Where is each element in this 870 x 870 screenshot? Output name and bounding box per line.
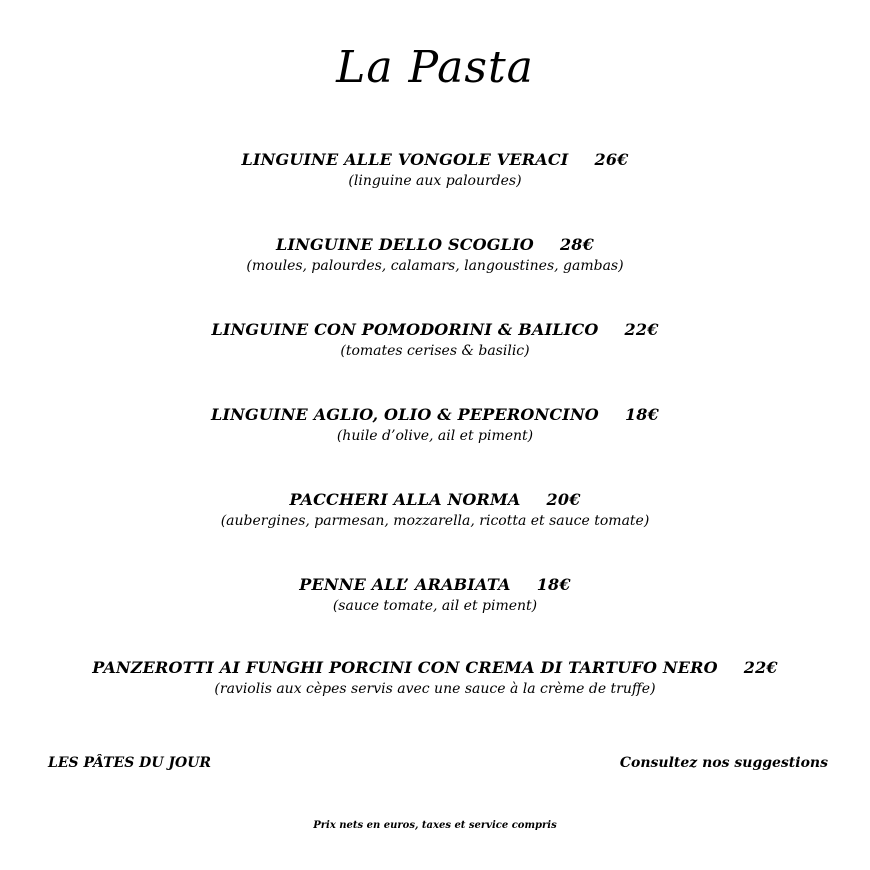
dish-name: LINGUINE DELLO SCOGLIO: [276, 235, 534, 254]
dish-price: 20€: [546, 490, 581, 509]
menu-item: [0, 320, 870, 359]
menu-item: [0, 490, 870, 529]
dish-name: LINGUINE ALLE VONGOLE VERACI: [241, 150, 569, 169]
dish-price: 18€: [624, 405, 659, 424]
dish-name: PANZEROTTI AI FUNGHI PORCINI CON CREMA DI TARTUFO NERO: [92, 658, 718, 677]
daily-pasta-label: LES PÂTES DU JOUR: [48, 755, 212, 771]
menu-item: [0, 405, 870, 444]
dish-description: (aubergines, parmesan, mozzarella, ricotta et sauce tomate): [220, 513, 650, 529]
dish-description: (linguine aux palourdes): [348, 173, 522, 189]
dish-price: 26€: [594, 150, 629, 169]
menu-item: [0, 150, 870, 189]
dish-price: 22€: [743, 658, 778, 677]
menu-item: [0, 658, 870, 697]
dish-name: LINGUINE AGLIO, OLIO & PEPERONCINO: [211, 405, 599, 424]
price-footnote: Prix nets en euros, taxes et service compris: [313, 820, 557, 831]
dish-description: (raviolis aux cèpes servis avec une sauce à la crème de truffe): [214, 681, 656, 697]
suggestions-note: Consultez nos suggestions: [619, 755, 828, 771]
dish-description: (sauce tomate, ail et piment): [332, 598, 538, 614]
dish-description: (huile d’olive, ail et piment): [336, 428, 534, 444]
dish-description: (moules, palourdes, calamars, langoustines, gambas): [246, 258, 624, 274]
dish-name: LINGUINE CON POMODORINI & BAILICO: [211, 320, 599, 339]
dish-name: PENNE ALL’ ARABIATA: [299, 575, 511, 594]
menu-title: La Pasta: [336, 42, 534, 93]
dish-description: (tomates cerises & basilic): [340, 343, 530, 359]
dish-price: 28€: [559, 235, 594, 254]
dish-name: PACCHERI ALLA NORMA: [289, 490, 521, 509]
menu-item: [0, 235, 870, 274]
menu-item: [0, 575, 870, 614]
dish-price: 22€: [624, 320, 659, 339]
dish-price: 18€: [536, 575, 571, 594]
